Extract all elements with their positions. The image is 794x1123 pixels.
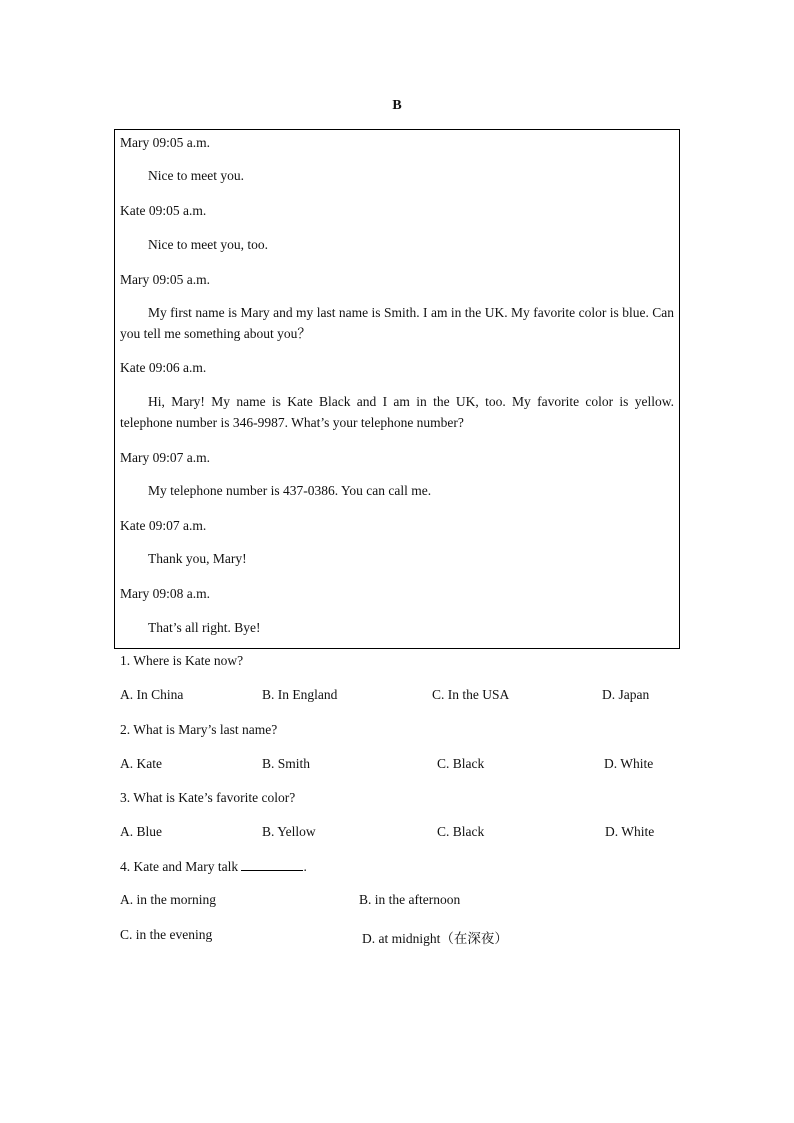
chat-message: Thank you, Mary! [148, 551, 247, 566]
question-stem: 1. Where is Kate now? [120, 653, 244, 668]
chat-message: My telephone number is 437-0386. You can call me. [148, 483, 432, 498]
option-c: C. In the USA [432, 687, 510, 702]
option-b: B. Smith [262, 756, 311, 771]
chat-sender: Mary 09:08 a.m. [120, 586, 210, 601]
chat-message: Nice to meet you, too. [148, 237, 268, 252]
option-d: D. at midnight（在深夜） [362, 931, 508, 946]
option-b: B. In England [262, 687, 338, 702]
question-stem: 3. What is Kate’s favorite color? [120, 790, 296, 805]
option-a: A. In China [120, 687, 184, 702]
option-d: D. White [605, 824, 655, 839]
chat-message: My first name is Mary and my last name is Smith. I am in the UK. My favorite color is blue. Can you tell me something about you？ [120, 305, 674, 341]
option-a: A. Kate [120, 756, 162, 771]
question-stem-end: . [303, 859, 307, 874]
option-d: D. White [604, 756, 654, 771]
question-stem-text: 4. Kate and Mary talk [120, 859, 239, 874]
question-stem [120, 858, 307, 875]
chat-box [114, 129, 680, 649]
option-b: B. Yellow [262, 824, 316, 839]
chat-message: Hi, Mary! My name is Kate Black and I am in the UK, too. My favorite color is yellow. telephone number is 346-9987. What’s your telephone number? [120, 394, 674, 430]
section-title: B [392, 98, 402, 113]
option-b: B. in the afternoon [359, 892, 461, 907]
chat-sender: Kate 09:05 a.m. [120, 203, 207, 218]
option-a: A. in the morning [120, 892, 216, 907]
option-a: A. Blue [120, 824, 162, 839]
option-c: C. Black [437, 756, 485, 771]
question-stem: 2. What is Mary’s last name? [120, 722, 278, 737]
option-d: D. Japan [602, 687, 650, 702]
chat-message: Nice to meet you. [148, 168, 244, 183]
option-c: C. in the evening [120, 927, 213, 942]
chat-sender: Mary 09:05 a.m. [120, 135, 210, 150]
chat-message: That’s all right. Bye! [148, 620, 261, 635]
chat-sender: Kate 09:07 a.m. [120, 518, 207, 533]
chat-sender: Mary 09:07 a.m. [120, 450, 210, 465]
answer-blank [241, 858, 303, 871]
chat-sender: Kate 09:06 a.m. [120, 360, 207, 375]
option-c: C. Black [437, 824, 485, 839]
chat-sender: Mary 09:05 a.m. [120, 272, 210, 287]
